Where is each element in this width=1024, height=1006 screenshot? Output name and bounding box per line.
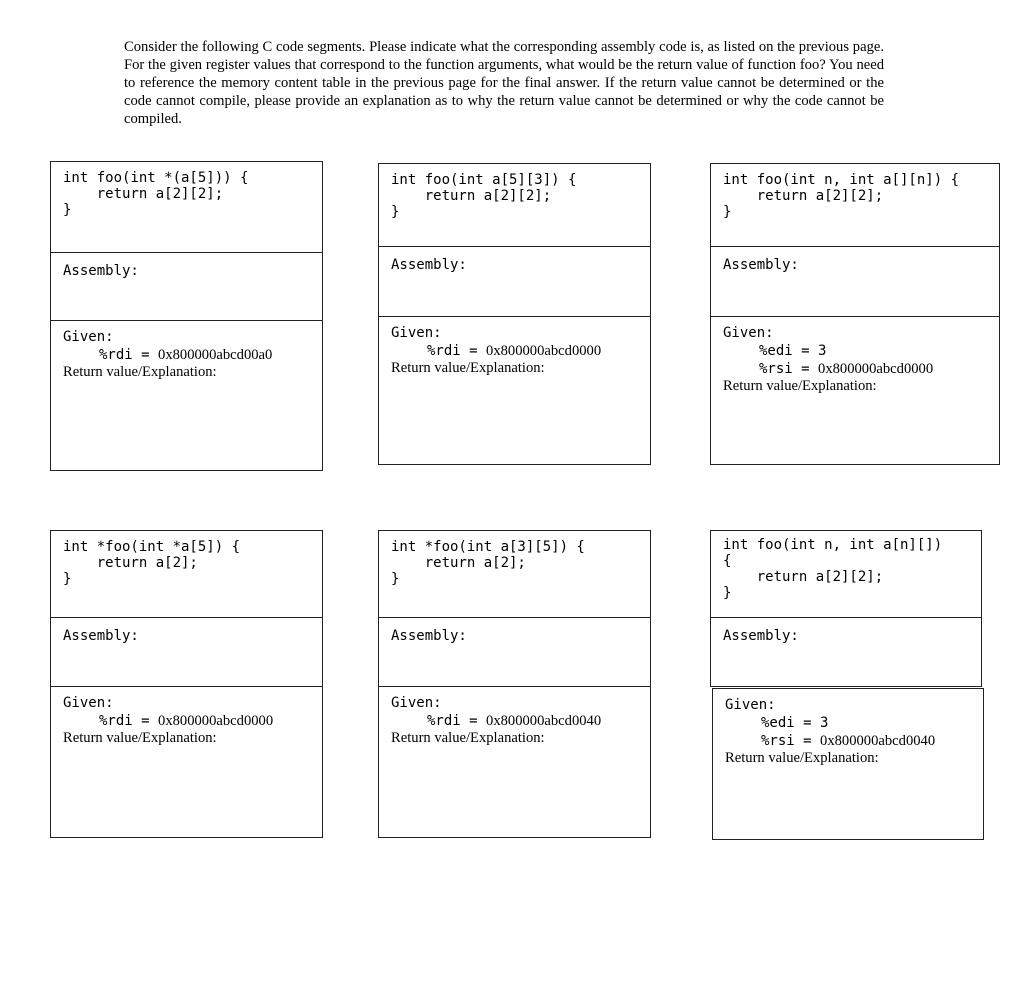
problem-3-assembly-label: Assembly: [723, 257, 799, 273]
problem-3-given-box[interactable] [710, 316, 1000, 465]
problem-6-register-line-1: %edi = 3 [761, 715, 829, 731]
problem-3-code: int foo(int n, int a[][n]) { return a[2][2]; } [723, 172, 960, 220]
problem-3-given-label: Given: [723, 325, 774, 341]
problem-1-code: int foo(int *(a[5])) { return a[2][2]; } [63, 170, 249, 218]
problem-6-assembly-box[interactable] [710, 617, 982, 687]
problem-1-return-label: Return value/Explanation: [63, 364, 217, 380]
problem-6-register-line-2: %rsi = 0x800000abcd0040 [761, 733, 936, 749]
problem-5-given-box[interactable] [378, 686, 651, 838]
problem-4-assembly-box[interactable] [50, 617, 323, 687]
problem-6-code: int foo(int n, int a[n][]) { return a[2][2]; } [723, 537, 943, 601]
problem-6-return-label: Return value/Explanation: [725, 750, 879, 766]
problem-4-code: int *foo(int *a[5]) { return a[2]; } [63, 539, 241, 587]
problem-4-return-label: Return value/Explanation: [63, 730, 217, 746]
problem-3-register-line-1: %edi = 3 [759, 343, 827, 359]
instructions-paragraph: Consider the following C code segments. Please indicate what the corresponding assembly code is, as listed on the previous page. For the given register values that correspond to the function arguments, what would be the return value of function foo? You need to reference the memory content table in the previous page for the final answer. If the return value cannot be determined or the code cannot compile, please provide an explanation as to why the return value cannot be determined or why the code cannot be compiled. [124, 39, 884, 127]
problem-1-assembly-label: Assembly: [63, 263, 139, 279]
problem-2-assembly-box[interactable] [378, 246, 651, 317]
problem-3-assembly-box[interactable] [710, 246, 1000, 317]
problem-6-given-label: Given: [725, 697, 776, 713]
problem-5-code-box [378, 530, 651, 618]
problem-4-given-label: Given: [63, 695, 114, 711]
problem-2-register-line: %rdi = 0x800000abcd0000 [427, 343, 602, 359]
problem-2-assembly-label: Assembly: [391, 257, 467, 273]
problem-4-register-line: %rdi = 0x800000abcd0000 [99, 713, 274, 729]
problem-5-code: int *foo(int a[3][5]) { return a[2]; } [391, 539, 585, 587]
problem-3-return-label: Return value/Explanation: [723, 378, 877, 394]
problem-3-register-line-2: %rsi = 0x800000abcd0000 [759, 361, 934, 377]
problem-4-given-box[interactable] [50, 686, 323, 838]
problem-1-given-label: Given: [63, 329, 114, 345]
problem-5-return-label: Return value/Explanation: [391, 730, 545, 746]
problem-1-assembly-box[interactable] [50, 252, 323, 321]
problem-2-code-box [378, 163, 651, 247]
problem-4-assembly-label: Assembly: [63, 628, 139, 644]
problem-6-code-box [710, 530, 982, 618]
problem-5-given-label: Given: [391, 695, 442, 711]
problem-5-register-line: %rdi = 0x800000abcd0040 [427, 713, 602, 729]
problem-6-assembly-label: Assembly: [723, 628, 799, 644]
problem-3-code-box [710, 163, 1000, 247]
problem-5-assembly-box[interactable] [378, 617, 651, 687]
problem-1-register-line: %rdi = 0x800000abcd00a0 [99, 347, 273, 363]
problem-2-return-label: Return value/Explanation: [391, 360, 545, 376]
problem-2-code: int foo(int a[5][3]) { return a[2][2]; } [391, 172, 577, 220]
problem-4-code-box [50, 530, 323, 618]
problem-2-given-label: Given: [391, 325, 442, 341]
problem-2-given-box[interactable] [378, 316, 651, 465]
problem-5-assembly-label: Assembly: [391, 628, 467, 644]
problem-1-code-box [50, 161, 323, 253]
problem-6-given-box[interactable] [712, 688, 984, 840]
problem-1-given-box[interactable] [50, 320, 323, 471]
